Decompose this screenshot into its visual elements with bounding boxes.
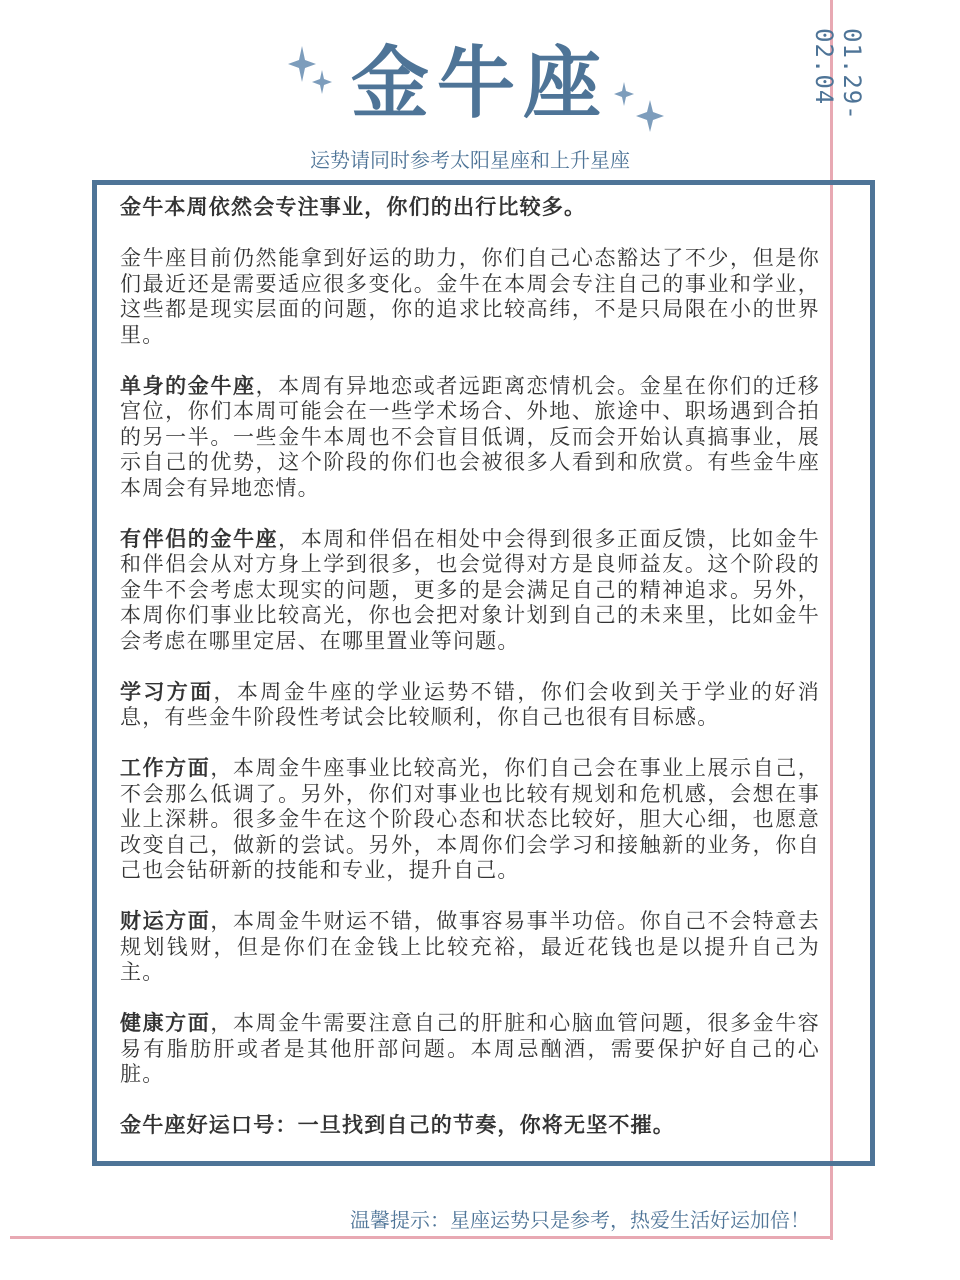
section-study (120, 680, 820, 731)
section-health (120, 1011, 820, 1088)
lucky-slogan: 金牛座好运口号：一旦找到自己的节奏，你将无坚不摧。 (120, 1113, 675, 1137)
section-text: ，本周有异地恋或者远距离恋情机会。金星在你们的迁移宫位，你们本周可能会在一些学术场合、外地、旅途中、职场遇到合拍的另一半。一些金牛本周也不会盲目低调，反而会开始认真搞事业，展示自己的优势，这个阶段的你们也会被很多人看到和欣赏。有些金牛座本周会有异地恋情。 (120, 373, 820, 500)
section-label: 工作方面 (120, 756, 211, 780)
pink-horizontal-line (10, 1236, 833, 1239)
date-range: 01.29-02.04 (810, 28, 866, 121)
section-single (120, 374, 820, 502)
article-headline: 金牛本周依然会专注事业，你们的出行比较多。 (120, 195, 587, 219)
section-label: 健康方面 (120, 1011, 211, 1035)
section-text: ，本周金牛财运不错，做事容易事半功倍。你自己不会特意去规划钱财，但是你们在金钱上比较充裕，最近花钱也是以提升自己为主。 (120, 909, 820, 984)
section-text: ，本周金牛座事业比较高光，你们自己会在事业上展示自己，不会那么低调了。另外，你们对事业也比较有规划和危机感，会想在事业上深耕。很多金牛在这个阶段心态和状态比较好，胆大心细，也愿意改变自己，做新的尝试。另外，本周你们会学习和接触新的业务，你自己也会钻研新的技能和专业，提升自己。 (120, 756, 820, 882)
section-label: 财运方面 (120, 909, 211, 933)
article-body (120, 195, 820, 1164)
page-title: 金牛座 (350, 39, 609, 129)
section-work (120, 756, 820, 884)
section-label: 单身的金牛座 (120, 373, 256, 398)
footer-tip: 温馨提示：星座运势只是参考，热爱生活好运加倍！ (350, 1208, 810, 1232)
section-wealth (120, 909, 820, 986)
section-label: 学习方面 (120, 679, 214, 704)
section-label: 有伴侣的金牛座 (120, 526, 279, 551)
section-text: ，本周金牛需要注意自己的肝脏和心脑血管问题，很多金牛容易有脂肪肝或者是其他肝部问题。本周忌酗酒，需要保护好自己的心脏。 (120, 1011, 820, 1086)
section-text: ，本周金牛座的学业运势不错，你们会收到关于学业的好消息，有些金牛阶段性考试会比较顺利，你自己也很有目标感。 (120, 679, 820, 729)
section-partnered (120, 527, 820, 655)
page-subtitle: 运势请同时参考太阳星座和上升星座 (310, 148, 630, 172)
section-text: ，本周和伴侣在相处中会得到很多正面反馈，比如金牛和伴侣会从对方身上学到很多，也会觉得对方是良师益友。这个阶段的金牛不会考虑太现实的问题，更多的是会满足自己的精神追求。另外，本周你们事业比较高光，你也会把对象计划到自己的未来里，比如金牛会考虑在哪里定居、在哪里置业等问题。 (120, 526, 820, 653)
article-intro: 金牛座目前仍然能拿到好运的助力，你们自己心态豁达了不少，但是你们最近还是需要适应很多变化。金牛在本周会专注自己的事业和学业，这些都是现实层面的问题，你的追求比较高纬，不是只局限在小的世界里。 (120, 246, 820, 347)
